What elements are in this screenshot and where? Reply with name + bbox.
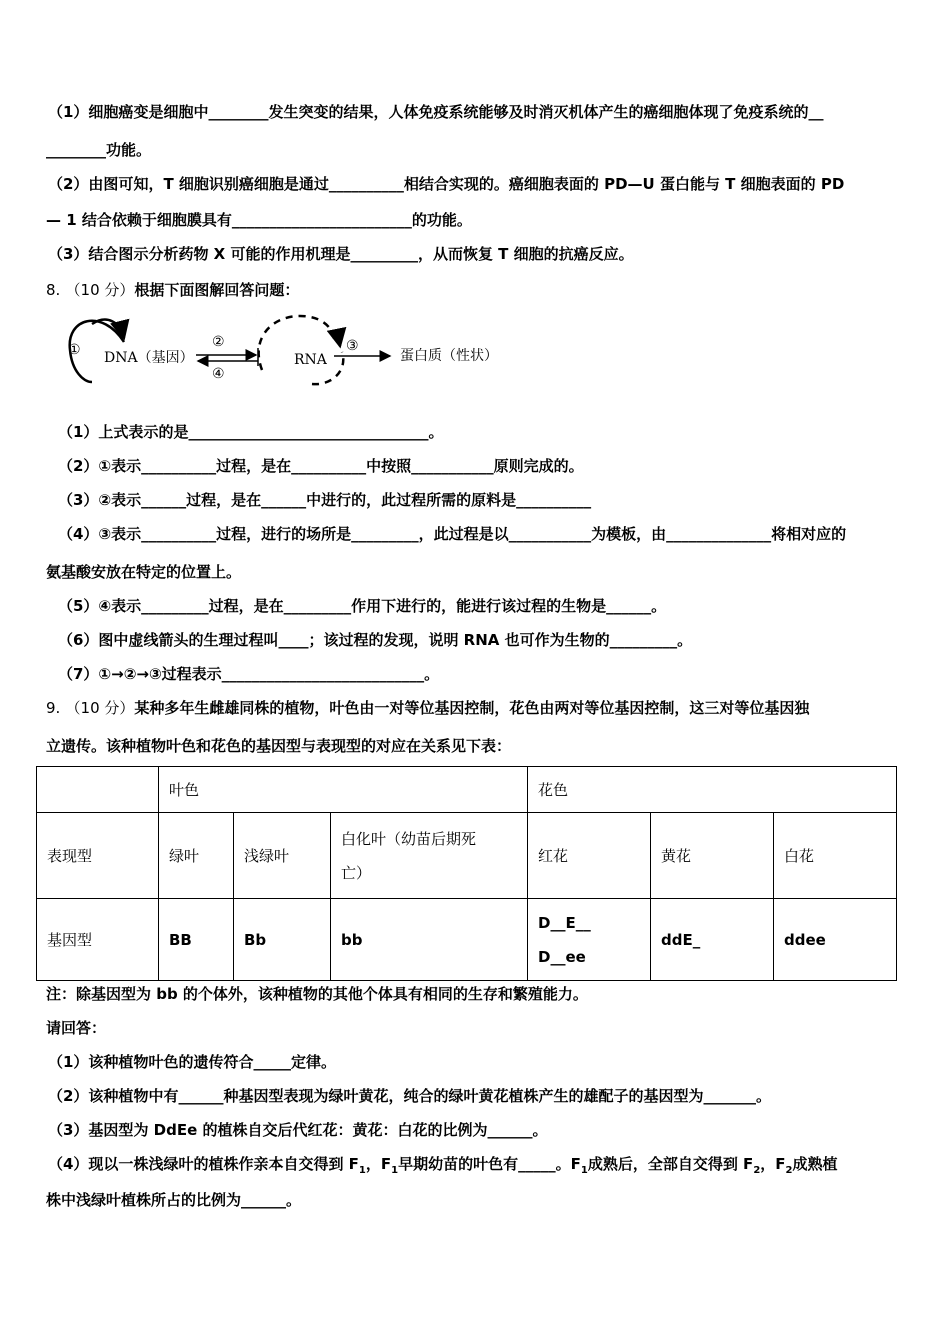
q8-score: （10 分）	[65, 281, 135, 299]
q8-part2: （2）①表示__________过程，是在__________中按照___________原则完成的。	[58, 457, 584, 475]
albino-leaf-line2: 亡）	[341, 863, 372, 882]
q9-part4-line2: 株中浅绿叶植株所占的比例为______。	[46, 1191, 302, 1209]
rna-label: RNA	[294, 352, 327, 368]
q8-stem-text: 根据下面图解回答问题：	[134, 281, 300, 299]
q9-part1: （1）该种植物叶色的遗传符合_____定律。	[48, 1053, 336, 1071]
table-cell: 红花	[528, 813, 651, 899]
albino-leaf-line1: 白化叶（幼苗后期死	[341, 829, 477, 848]
table-row	[37, 899, 897, 981]
q9-part2: （2）该种植物中有______种基因型表现为绿叶黄花，纯合的绿叶黄花植株产生的雄配子的基因型为_______。	[48, 1087, 771, 1105]
step-4-label: ④	[212, 366, 225, 382]
leaf-color-header: 叶色	[159, 767, 528, 813]
rna-replication-arrow	[338, 336, 340, 346]
table-cell: bb	[331, 899, 528, 981]
q7-part2-line2: — 1 结合依赖于细胞膜具有________________________的功能。	[46, 211, 472, 229]
step-3-label: ③	[346, 338, 359, 354]
q9-stem-line2: 立遗传。该种植物叶色和花色的基因型与表现型的对应在关系见下表：	[46, 737, 512, 755]
q7-part3: （3）结合图示分析药物 X 可能的作用机理是_________，从而恢复 T 细胞的抗癌反应。	[48, 245, 634, 263]
genotype-phenotype-table	[36, 766, 897, 981]
q7-part1-line2: ________功能。	[46, 141, 152, 159]
table-cell: ddee	[774, 899, 897, 981]
q8-part3: （3）②表示______过程，是在______中进行的，此过程所需的原料是__________	[58, 491, 592, 509]
q8-part1: （1）上式表示的是________________________________。	[58, 423, 444, 441]
q9-ask: 请回答：	[46, 1019, 107, 1037]
q8-part4-line1: （4）③表示__________过程，进行的场所是_________，此过程是以___________为模板，由______________将相对应的	[58, 525, 847, 543]
table-cell: 白花	[774, 813, 897, 899]
q8-number: 8.	[46, 281, 61, 299]
table-cell: Bb	[234, 899, 331, 981]
step-2-label: ②	[212, 334, 225, 350]
q8-part5: （5）④表示_________过程，是在_________作用下进行的，能进行该过程的生物是______。	[58, 597, 667, 615]
table-cell: 浅绿叶	[234, 813, 331, 899]
dna-label: DNA（基因）	[104, 350, 194, 366]
q9-part4-line1: （4）现以一株浅绿叶的植株作亲本自交得到 $F_1$，$F_1$早期幼苗的叶色有_____。$F_1$成熟后，全部自交得到 $F_2$，$F_2$成熟植	[48, 1155, 838, 1176]
q8-part6: （6）图中虚线箭头的生理过程叫____；该过程的发现，说明 RNA 也可作为生物的_________。	[58, 631, 693, 649]
red-genotype-line2: D__ee	[538, 947, 586, 966]
table-cell: ddE_	[651, 899, 774, 981]
q7-part1-line1: （1）细胞癌变是细胞中________发生突变的结果，人体免疫系统能够及时消灭机体产生的癌细胞体现了免疫系统的__	[48, 103, 824, 121]
flower-color-header: 花色	[528, 767, 897, 813]
table-cell: 绿叶	[159, 813, 234, 899]
genotype-row-label: 基因型	[37, 899, 159, 981]
table-row	[37, 813, 897, 899]
table-row	[37, 767, 897, 813]
red-genotype-line1: D__E__	[538, 913, 591, 932]
table-cell: 黄花	[651, 813, 774, 899]
table-cell	[528, 899, 651, 981]
central-dogma-diagram	[62, 310, 522, 394]
q7-part2-line1: （2）由图可知，T 细胞识别癌细胞是通过__________相结合实现的。癌细胞表面的 PD—U 蛋白能与 T 细胞表面的 PD	[48, 175, 845, 193]
table-cell	[331, 813, 528, 899]
q9-part3: （3）基因型为 DdEe 的植株自交后代红花：黄花：白花的比例为______。	[48, 1121, 548, 1139]
q8-part7: （7）①→②→③过程表示___________________________。	[58, 665, 440, 683]
q9-stem-line1	[46, 698, 809, 718]
phenotype-row-label: 表现型	[37, 813, 159, 899]
q8-stem	[46, 280, 299, 300]
step-1-label: ①	[68, 342, 81, 358]
table-cell: BB	[159, 899, 234, 981]
q9-note: 注：除基因型为 bb 的个体外，该种植物的其他个体具有相同的生存和繁殖能力。	[46, 985, 588, 1003]
q9-stem-text: 某种多年生雌雄同株的植物，叶色由一对等位基因控制，花色由两对等位基因控制，这三对等位基因独	[134, 699, 810, 717]
q8-part4-line2: 氨基酸安放在特定的位置上。	[46, 563, 242, 581]
q9-score: （10 分）	[65, 699, 135, 717]
protein-label: 蛋白质（性状）	[400, 348, 498, 364]
q9-number: 9.	[46, 699, 61, 717]
